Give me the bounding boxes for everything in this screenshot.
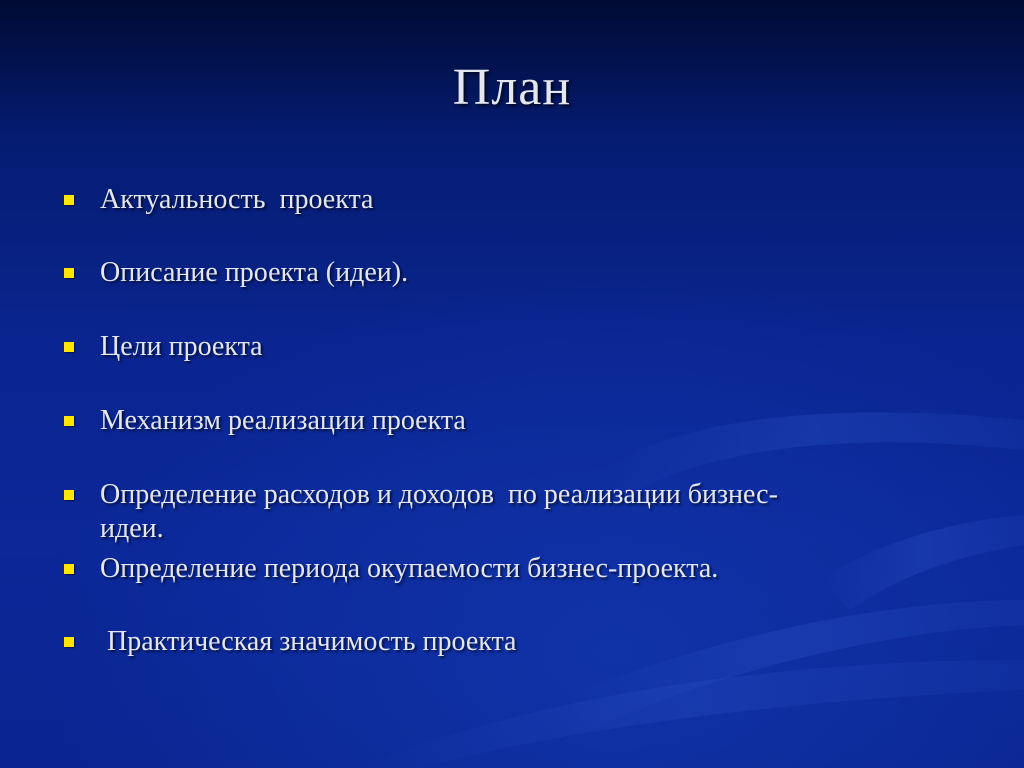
agenda-item-text: Определение расходов и доходов по реализации бизнес- идеи. [100,479,778,544]
agenda-item-text: Цели проекта [100,331,263,362]
square-bullet-icon [64,195,74,205]
agenda-item-payback [60,552,940,586]
agenda-item-text: Механизм реализации проекта [100,405,466,436]
square-bullet-icon [64,342,74,352]
square-bullet-icon [64,637,74,647]
agenda-item-goals [60,330,940,364]
agenda-item-text: Определение периода окупаемости бизнес-проекта. [100,553,719,584]
agenda-item-significance [60,625,940,659]
agenda-item-text: Описание проекта (идеи). [100,257,409,288]
square-bullet-icon [64,268,74,278]
agenda-item-relevance [60,183,940,217]
agenda-item-text: Практическая значимость проекта [100,626,517,657]
agenda-list [60,0,960,768]
agenda-item-costs-income [60,478,940,546]
square-bullet-icon [64,564,74,574]
slide-title: План [452,59,572,116]
agenda-item-text: Актуальность проекта [100,184,374,215]
square-bullet-icon [64,416,74,426]
square-bullet-icon [64,490,74,500]
agenda-item-description [60,256,940,290]
agenda-item-mechanism [60,404,940,438]
